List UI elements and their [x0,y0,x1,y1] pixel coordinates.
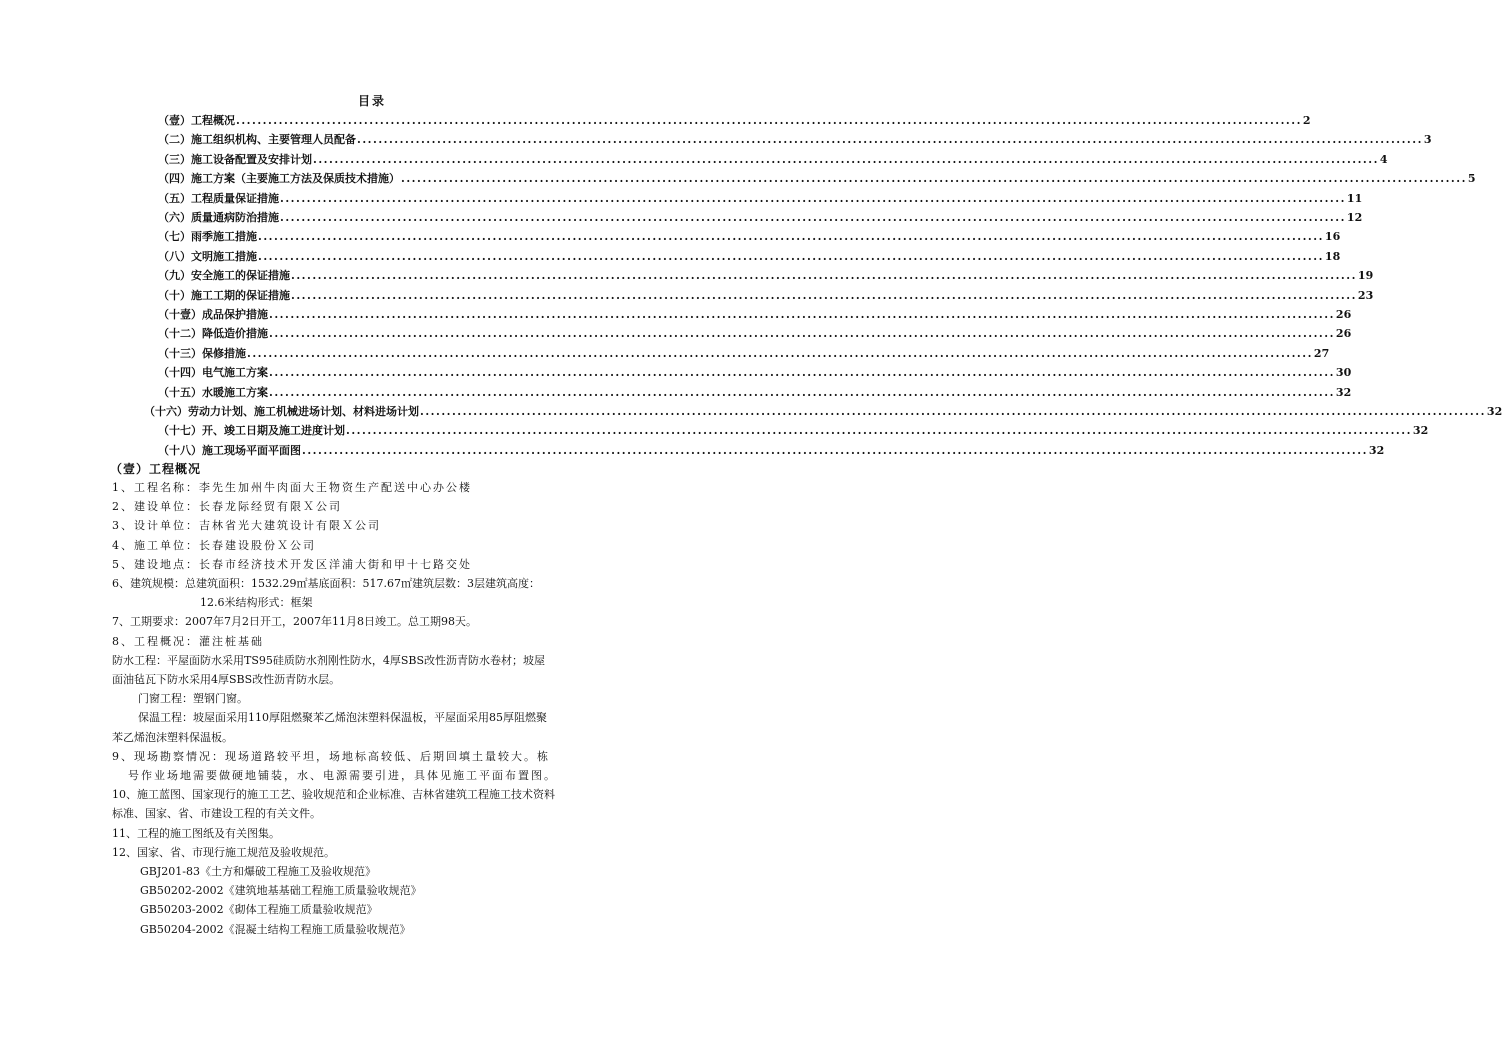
toc-entry-label: （壹）工程概况 [158,114,235,127]
standard-ref: GB50203-2002《砌体工程施工质量验收规范》 [140,903,378,917]
body-line: 8、工程概况：灌注桩基础 [112,634,264,648]
toc-entry-page: 27 [1313,346,1330,360]
toc-leader-dots: ........................................................................................................................................................................................................ [346,424,1412,438]
toc-entry-label: （五）工程质量保证措施 [158,191,279,205]
toc-entry [158,362,1352,380]
body-line: 标准、国家、省、市建设工程的有关文件。 [112,807,321,821]
toc-entry-page: 32 [1486,405,1502,418]
toc-leader-dots: ........................................................................................................................................................................................................ [280,211,1346,224]
toc-entry [158,207,1363,225]
body-line: 6、建筑规模：总建筑面积：1532.29㎡基底面积：517.67㎡建筑层数：3层建筑高度： [112,577,540,591]
toc-entry-label: （四）施工方案（主要施工方法及保质技术措施） [158,172,400,186]
toc-entry-label: （十五）水暖施工方案 [158,385,268,399]
toc-leader-dots: ........................................................................................................................................................................................................ [258,249,1324,263]
toc-entry-page: 12 [1346,211,1363,224]
toc-leader-dots: ........................................................................................................................................................................................................ [291,269,1357,283]
body-line: 1、工程名称：李先生加州牛肉面大王物资生产配送中心办公楼 [112,481,472,494]
toc-entry-page: 26 [1335,308,1352,321]
toc-entry [158,226,1341,244]
toc-entry [158,304,1352,322]
body-line: 苯乙烯泡沫塑料保温板。 [112,730,233,744]
body-line: 10、施工蓝图、国家现行的施工工艺、验收规范和企业标准、吉林省建筑工程施工技术资料 [112,788,555,802]
toc-entry [158,110,1311,128]
toc-entry-page: 3 [1423,133,1432,147]
toc-entry [158,188,1363,206]
toc-entry-label: （十六）劳动力计划、施工机械进场计划、材料进场计划 [144,405,419,418]
toc-entry-label: （二）施工组织机构、主要管理人员配备 [158,133,356,147]
toc-entry [158,246,1341,264]
section-heading: （壹）工程概况 [110,462,202,476]
toc-entry-page: 32 [1412,424,1429,438]
toc-entry-page: 5 [1467,172,1476,186]
toc-entry [158,168,1476,186]
toc-entry-label: （十七）开、竣工日期及施工进度计划 [158,424,345,438]
body-line: 门窗工程：塑钢门窗。 [138,692,248,706]
toc-leader-dots: ........................................................................................................................................................................................................ [258,230,1324,244]
body-line: 3、设计单位：吉林省光大建筑设计有限Ｘ公司 [112,519,381,533]
standard-ref: GBJ201-83《土方和爆破工程施工及验收规范》 [140,865,376,879]
toc-leader-dots: ........................................................................................................................................................................................................ [420,405,1486,418]
toc-leader-dots: ........................................................................................................................................................................................................ [269,385,1335,399]
toc-entry [158,382,1352,400]
toc-entry-label: （十）施工工期的保证措施 [158,288,290,302]
toc-entry [158,440,1385,458]
toc-entry-page: 4 [1379,152,1388,166]
toc-entry-page: 2 [1302,114,1311,127]
toc-entry-page: 11 [1346,191,1363,205]
toc-entry [158,265,1374,283]
body-line: 7、工期要求：2007年7月2日开工，2007年11月8日竣工。总工期98天。 [112,615,477,629]
toc-entry-page: 26 [1335,327,1352,341]
body-line: 5、建设地点：长春市经济技术开发区洋浦大街和甲十七路交处 [112,557,472,571]
body-line: 面油毡瓦下防水采用4厚SBS改性沥青防水层。 [112,673,341,687]
toc-entry-page: 18 [1324,249,1341,263]
toc-entry-label: （十八）施工现场平面平面图 [158,443,301,457]
toc-entry [158,323,1352,341]
toc-leader-dots: ........................................................................................................................................................................................................ [357,133,1423,147]
toc-leader-dots: ........................................................................................................................................................................................................ [280,191,1346,205]
body-line: 保温工程：坡屋面采用110厚阻燃聚苯乙烯泡沫塑料保温板，平屋面采用85厚阻燃聚 [138,711,547,725]
toc-entry-label: （三）施工设备配置及安排计划 [158,152,312,166]
toc-leader-dots: ........................................................................................................................................................................................................ [269,327,1335,341]
toc-entry-page: 19 [1357,269,1374,283]
toc-entry-page: 23 [1357,288,1374,302]
toc-leader-dots: ........................................................................................................................................................................................................ [269,308,1335,321]
body-line: 防水工程：平屋面防水采用TS95硅质防水剂刚性防水，4厚SBS改性沥青防水卷材；坡屋 [112,653,546,667]
standard-ref: GB50202-2002《建筑地基基础工程施工质量验收规范》 [140,884,422,898]
toc-entry [158,285,1374,303]
toc-entry-label: （十四）电气施工方案 [158,366,268,380]
toc-leader-dots: ........................................................................................................................................................................................................ [313,152,1379,166]
body-line: 11、工程的施工图纸及有关图集。 [112,826,280,840]
toc-entry [158,129,1432,147]
toc-entry-page: 32 [1335,385,1352,399]
toc-entry-label: （八）文明施工措施 [158,249,257,263]
toc-leader-dots: ........................................................................................................................................................................................................ [236,114,1302,127]
toc-entry-label: （十三）保修措施 [158,346,246,360]
toc-entry-label: （十壹）成品保护措施 [158,308,268,321]
toc-title: 目录 [357,94,386,108]
toc-entry-label: （六）质量通病防治措施 [158,211,279,224]
body-line: 9、现场勘察情况：现场道路较平坦，场地标高较低、后期回填土量较大。栋 [112,749,550,763]
toc-leader-dots: ........................................................................................................................................................................................................ [269,366,1335,380]
toc-entry-page: 32 [1368,443,1385,457]
body-line: 号作业场地需要做硬地铺装，水、电源需要引进，具体见施工平面布置图。 [128,769,557,783]
body-line: 4、施工单位：长春建设股份Ｘ公司 [112,538,316,552]
body-line: 12、国家、省、市现行施工规范及验收规范。 [112,845,335,859]
toc-leader-dots: ........................................................................................................................................................................................................ [302,443,1368,457]
toc-entry-label: （七）雨季施工措施 [158,230,257,244]
toc-entry-label: （十二）降低造价措施 [158,327,268,341]
toc-entry-label: （九）安全施工的保证措施 [158,269,290,283]
body-line: 12.6米结构形式：框架 [200,596,313,610]
toc-entry-page: 16 [1324,230,1341,244]
toc-entry-page: 30 [1335,366,1352,380]
standard-ref: GB50204-2002《混凝土结构工程施工质量验收规范》 [140,922,411,936]
section-body [112,478,638,939]
body-line: 2、建设单位：长春龙际经贸有限Ｘ公司 [112,500,342,514]
toc-leader-dots: ........................................................................................................................................................................................................ [291,288,1357,302]
toc-entry [144,401,1502,419]
toc-leader-dots: ........................................................................................................................................................................................................ [247,346,1313,360]
toc-leader-dots: ........................................................................................................................................................................................................ [401,172,1467,186]
toc-entry [158,343,1330,361]
toc-entry [158,149,1388,167]
toc-entry [158,420,1429,438]
